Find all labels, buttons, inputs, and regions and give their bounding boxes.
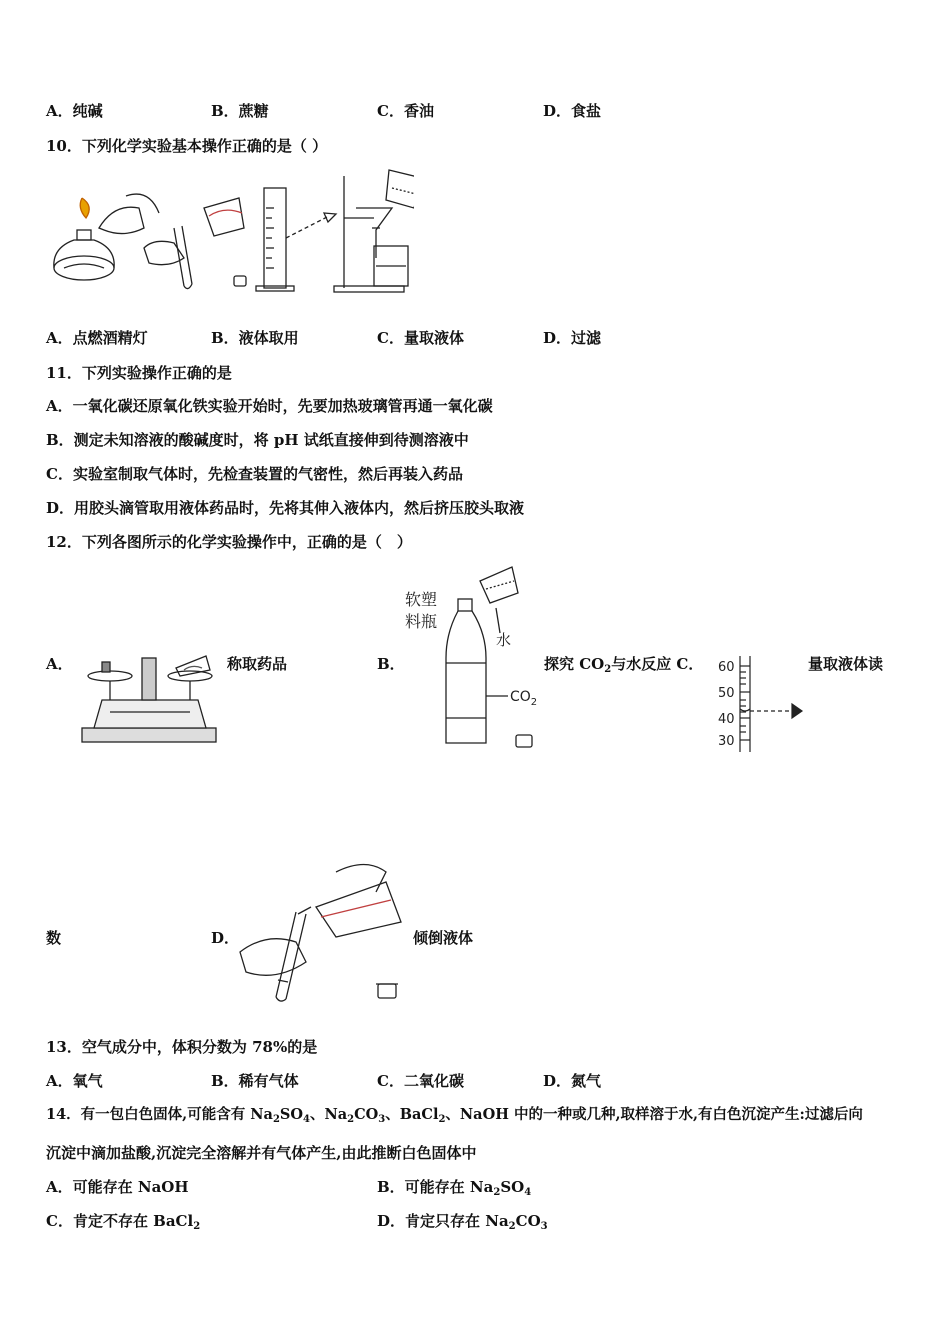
q11-stem: 11．下列实验操作正确的是 bbox=[46, 364, 232, 382]
bottle-label-1: 软塑 bbox=[405, 590, 438, 609]
q9-option-d: D．食盐 bbox=[543, 102, 602, 120]
q11-option-c: C．实验室制取气体时，先检查装置的气密性，然后再装入药品 bbox=[46, 465, 463, 483]
filtration-icon bbox=[334, 170, 414, 292]
q9-option-c: C．香油 bbox=[377, 102, 434, 120]
svg-text:50: 50 bbox=[718, 686, 735, 701]
q12-d-text: 倾倒液体 bbox=[413, 929, 474, 947]
svg-text:60: 60 bbox=[718, 660, 735, 675]
co2-label: $CO_2$ bbox=[510, 689, 538, 708]
q12-c-text: 量取液体读 bbox=[808, 655, 884, 673]
q11-option-b: B．测定未知溶液的酸碱度时，将 pH 试纸直接伸到待测溶液中 bbox=[46, 431, 469, 449]
balance-scale-figure bbox=[80, 650, 222, 746]
q11-option-a: A．一氧化碳还原氧化铁实验开始时，先要加热玻璃管再通一氧化碳 bbox=[46, 397, 493, 415]
q10-option-d: D．过滤 bbox=[543, 329, 602, 347]
q12-b-text: 探究 $CO_2$与水反应 C． bbox=[544, 655, 704, 675]
pouring-liquid-figure bbox=[236, 852, 412, 1007]
q13-option-b: B．稀有气体 bbox=[211, 1072, 299, 1090]
q12-a-label: A． bbox=[46, 655, 73, 673]
measuring-cylinder-icon bbox=[256, 188, 336, 291]
q12-a-text: 称取药品 bbox=[227, 655, 288, 673]
q12-b-label: B． bbox=[377, 655, 405, 673]
q12-c-text-cont: 数 bbox=[46, 929, 62, 947]
q12-d-label: D． bbox=[211, 929, 240, 947]
alcohol-lamp-icon bbox=[54, 194, 159, 280]
q10-figure bbox=[44, 168, 414, 298]
q14-stem-line1: 14．有一包白色固体,可能含有 $Na_2SO_4$、$Na_2CO_3$、BaCl$_2$、NaOH 中的一种或几种,取样溶于水,有白色沉淀产生:过滤后向 bbox=[46, 1106, 863, 1125]
q14-option-a: A．可能存在 NaOH bbox=[46, 1178, 189, 1196]
co2-bottle-figure bbox=[400, 563, 545, 753]
svg-text:40: 40 bbox=[718, 712, 735, 727]
q13-stem: 13．空气成分中，体积分数为 78%的是 bbox=[46, 1038, 318, 1056]
q9-option-b: B．蔗糖 bbox=[211, 102, 269, 120]
q10-option-c: C．量取液体 bbox=[377, 329, 464, 347]
q13-option-c: C．二氧化碳 bbox=[377, 1072, 464, 1090]
q10-option-b: B．液体取用 bbox=[211, 329, 299, 347]
q10-option-a: A．点燃酒精灯 bbox=[46, 329, 148, 347]
q13-option-d: D．氮气 bbox=[543, 1072, 602, 1090]
q12-stem: 12．下列各图所示的化学实验操作中，正确的是（ ） bbox=[46, 533, 412, 551]
q13-option-a: A．氧气 bbox=[46, 1072, 103, 1090]
svg-text:30: 30 bbox=[718, 734, 735, 749]
q14-option-c: C．肯定不存在 BaCl$_2$ bbox=[46, 1212, 201, 1232]
q11-option-d: D．用胶头滴管取用液体药品时，先将其伸入液体内，然后挤压胶头取液 bbox=[46, 499, 525, 517]
water-label: 水 bbox=[496, 631, 512, 649]
bottle-label-2: 料瓶 bbox=[405, 612, 438, 631]
q14-stem-line2: 沉淀中滴加盐酸,沉淀完全溶解并有气体产生,由此推断白色固体中 bbox=[46, 1144, 477, 1162]
q10-stem: 10．下列化学实验基本操作正确的是（ ） bbox=[46, 137, 328, 155]
cylinder-reading-figure bbox=[710, 652, 810, 756]
q9-option-a: A．纯碱 bbox=[46, 102, 103, 120]
q14-option-d: D．肯定只存在 $Na_2CO_3$ bbox=[377, 1212, 548, 1232]
liquid-pouring-icon bbox=[144, 198, 246, 289]
q14-option-b: B．可能存在 $Na_2SO_4$ bbox=[377, 1178, 532, 1198]
